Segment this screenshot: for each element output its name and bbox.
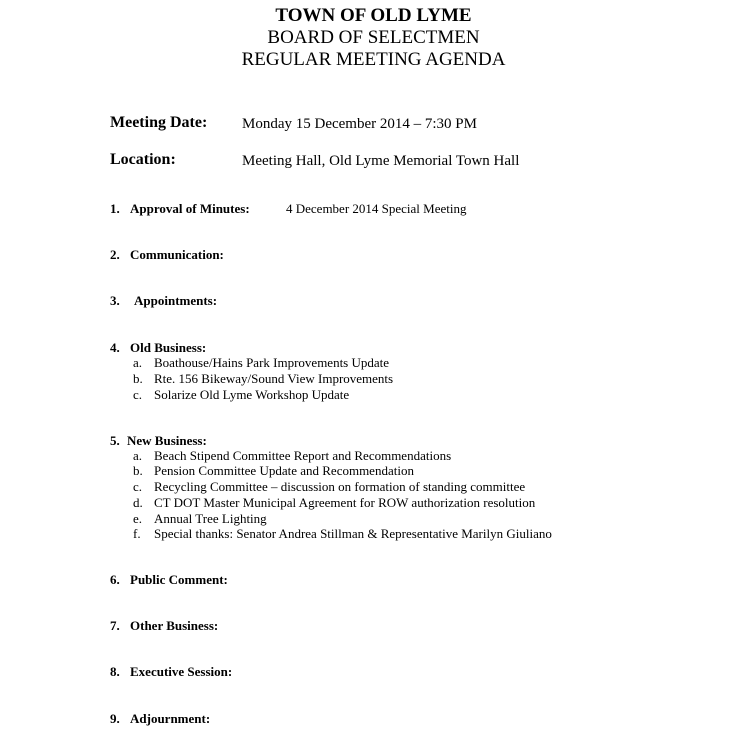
- agenda-item-old-business: Old Business:: [130, 340, 207, 355]
- agenda-item-appointments: Appointments:: [134, 293, 218, 308]
- sub-item-text: Beach Stipend Committee Report and Recommendations: [154, 448, 452, 463]
- sub-item-text: Rte. 156 Bikeway/Sound View Improvements: [154, 371, 394, 386]
- sub-item-letter: c.: [133, 387, 143, 402]
- agenda-item-number: 5.: [110, 433, 120, 448]
- sub-item-letter: d.: [133, 495, 143, 510]
- meeting-date-value: Monday 15 December 2014 – 7:30 PM: [242, 116, 477, 132]
- agenda-item-communication: Communication:: [130, 247, 224, 262]
- header-board-name: BOARD OF SELECTMEN: [267, 27, 480, 48]
- agenda-item-number: 4.: [110, 340, 120, 355]
- sub-item-letter: f.: [133, 526, 141, 541]
- sub-item-text: Recycling Committee – discussion on formation of standing committee: [154, 479, 526, 494]
- header-town-name: TOWN OF OLD LYME: [275, 5, 472, 26]
- meeting-date-label: Meeting Date:: [110, 114, 208, 131]
- sub-item-letter: b.: [133, 463, 143, 478]
- agenda-item-number: 2.: [110, 247, 120, 262]
- agenda-item-number: 8.: [110, 664, 120, 679]
- sub-item-letter: b.: [133, 371, 143, 386]
- sub-item-text: Pension Committee Update and Recommendation: [154, 463, 414, 478]
- agenda-item-other-business: Other Business:: [130, 618, 219, 633]
- agenda-item-adjournment: Adjournment:: [130, 711, 211, 726]
- agenda-item-number: 3.: [110, 293, 120, 308]
- approval-of-minutes-value: 4 December 2014 Special Meeting: [286, 201, 467, 216]
- agenda-item-approval-of-minutes: Approval of Minutes:: [130, 201, 250, 216]
- sub-item-letter: a.: [133, 448, 143, 463]
- agenda-item-number: 9.: [110, 711, 120, 726]
- sub-item-letter: c.: [133, 479, 143, 494]
- header-agenda-title: REGULAR MEETING AGENDA: [241, 49, 506, 70]
- sub-item-text: Boathouse/Hains Park Improvements Update: [154, 355, 390, 370]
- agenda-item-new-business: New Business:: [127, 433, 207, 448]
- location-label: Location:: [110, 151, 176, 168]
- agenda-item-executive-session: Executive Session:: [130, 664, 233, 679]
- agenda-item-number: 7.: [110, 618, 120, 633]
- sub-item-text: CT DOT Master Municipal Agreement for ROW authorization resolution: [154, 495, 536, 510]
- sub-item-text: Special thanks: Senator Andrea Stillman & Representative Marilyn Giuliano: [154, 526, 552, 541]
- location-value: Meeting Hall, Old Lyme Memorial Town Hall: [242, 153, 520, 169]
- agenda-item-number: 1.: [110, 201, 120, 216]
- sub-item-text: Annual Tree Lighting: [154, 511, 267, 526]
- agenda-item-public-comment: Public Comment:: [130, 572, 228, 587]
- sub-item-text: Solarize Old Lyme Workshop Update: [154, 387, 350, 402]
- agenda-item-number: 6.: [110, 572, 120, 587]
- sub-item-letter: e.: [133, 511, 143, 526]
- sub-item-letter: a.: [133, 355, 143, 370]
